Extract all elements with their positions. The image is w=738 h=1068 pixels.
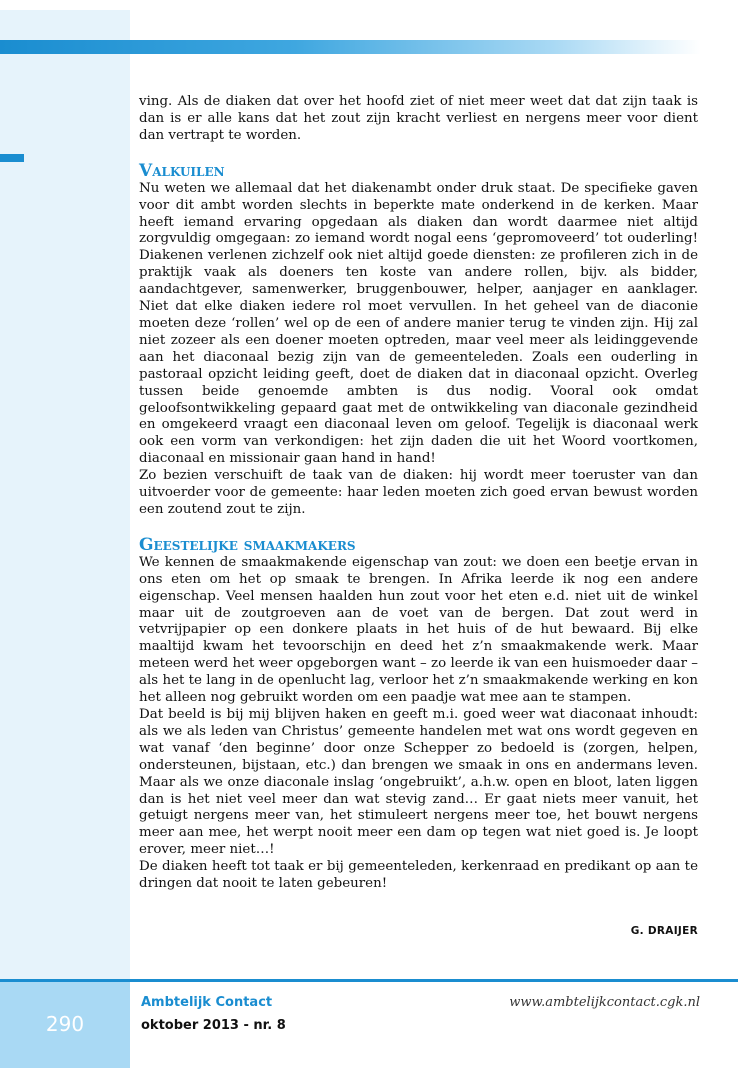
paragraph: De diaken heeft tot taak er bij gemeenteleden, kerkenraad en predikant op aan te dringen dat nooit te laten gebeuren! xyxy=(139,859,698,892)
page-number: 290 xyxy=(45,1012,85,1036)
sidebar-marker xyxy=(0,154,24,162)
intro-paragraph: ving. Als de diaken dat over het hoofd ziet of niet meer weet dat dat zijn taak is dan is er alle kans dat het zout zijn kracht verliest en nergens meer voor dient dan vertrapt te worden. xyxy=(139,94,698,143)
section-heading-valkuilen: Valkuilen xyxy=(139,160,225,181)
section-heading-smaakmakers: Geestelijke smaakmakers xyxy=(139,534,356,555)
top-gradient-bar xyxy=(0,40,738,54)
website-url[interactable]: www.ambtelijkcontact.cgk.nl xyxy=(509,995,700,1010)
paragraph: Nu weten we allemaal dat het diakenambt onder druk staat. De specifieke gaven voor dit ambt worden slechts in beperkte mate onderkend in de kerken. Maar heeft iemand ervaring opgedaan als diaken dan wordt daarmee niet altijd zorgvuldig omgegaan: zo iemand wordt nogal eens ‘gepromoveerd’ tot ouderling! Diakenen verlenen zichzelf ook niet altijd goede diensten: ze profileren zich in de praktijk vaak als doeners ten koste van andere rollen, bijv. als bidder, aandachtgever, samenwerker, bruggenbouwer, helper, aanjager en aanklager. Niet dat elke diaken iedere rol moet vervullen. In het geheel van de diaconie moeten deze ‘rollen’ wel op de een of andere manier terug te vinden zijn. Hij zal niet zozeer als een doener moeten optreden, maar veel meer als leidinggevende aan het diaconaal bezig zijn van de gemeenteleden. Zoals een ouderling in pastoraal opzicht leiding geeft, doet de diaken dat in diaconaal opzicht. Overleg tussen beide genoemde ambten is dus nodig. Vooral ook omdat geloofsontwikkeling gepaard gaat met de ontwikkeling van diaconale gezindheid en omgekeerd vraagt een diaconaal leven om geloof. Tegelijk is diaconaal werk ook een vorm van verkondigen: het zijn daden die uit het Woord voortkomen, diaconaal en missionair gaan hand in hand! xyxy=(139,180,698,467)
issue-label: oktober 2013 - nr. 8 xyxy=(141,1018,286,1033)
magazine-title: Ambtelijk Contact xyxy=(141,995,273,1010)
author-signature: G. DRAIJER xyxy=(630,925,698,937)
paragraph: Dat beeld is bij mij blijven haken en geeft m.i. goed weer wat diaconaat inhoudt: als we als leden van Christus’ gemeente handelen met wat ons wordt gegeven en wat vanaf ‘den beginne’ door onze Schepper zo bedoeld is (zorgen, helpen, ondersteunen, bijstaan, etc.) dan brengen we smaak in ons en andermans leven. Maar als we onze diaconale inslag ‘ongebruikt’, a.h.w. open en bloot, laten liggen dan is het niet veel meer dan wat stevig zand… Er gaat niets meer vanuit, het getuigt nergens meer van, het stimuleert nergens meer toe, het bouwt nergens meer aan mee, het werpt nooit meer een dam op tegen wat niet goed is. Je loopt erover, meer niet…! xyxy=(139,707,698,858)
article-body xyxy=(139,94,698,893)
paragraph: Zo bezien verschuift de taak van de diaken: hij wordt meer toeruster van dan uitvoerder voor de gemeente: haar leden moeten zich goed ervan bewust worden een zoutend zout te zijn. xyxy=(139,468,698,517)
paragraph: We kennen de smaakmakende eigenschap van zout: we doen een beetje ervan in ons eten om het op smaak te brengen. In Afrika leerde ik nog een andere eigenschap. Veel mensen haalden hun zout voor het eten e.d. niet uit de winkel maar uit de zoutgroeven aan de voet van de bergen. Dat zout werd in vetvrijpapier op een donkere plaats in het huis of de hut bewaard. Bij elke maaltijd kwam het tevoorschijn en deed het z’n smaakmakende werk. Maar meteen werd het weer opgeborgen want – zo leerde ik van een huismoeder daar – als het te lang in de openlucht lag, verloor het z’n smaakmakende werking en kon het alleen nog gebruikt worden om een paadje wat mee aan te stampen. xyxy=(139,554,698,706)
left-sidebar-band xyxy=(0,10,130,1068)
